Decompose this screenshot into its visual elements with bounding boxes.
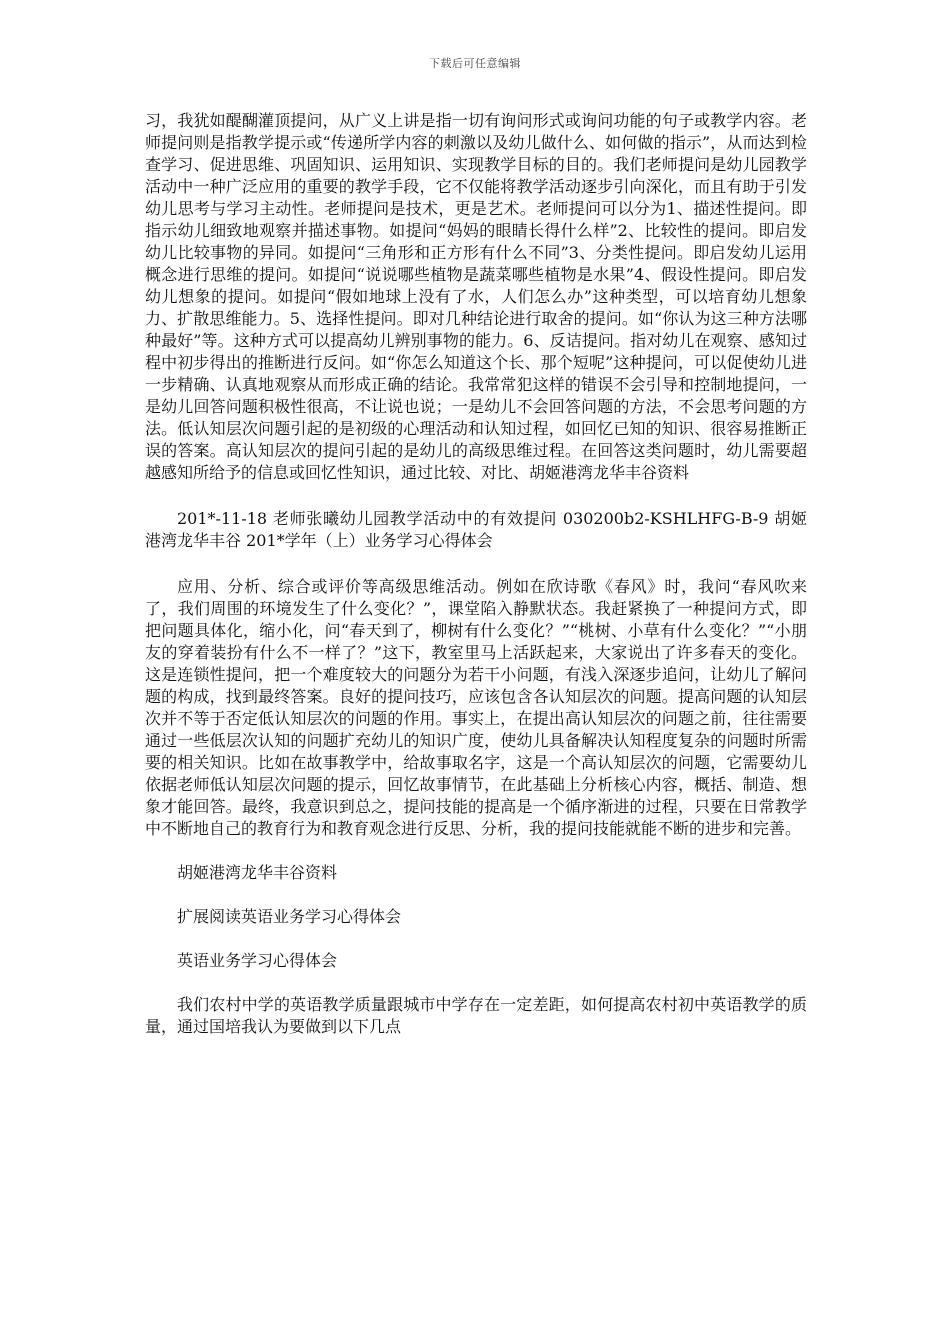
body-paragraph: 应用、分析、综合或评价等高级思维活动。例如在欣诗歌《春风》时，我问“春风吹来了，我们周围的环境发生了什么变化？”，课堂陷入静默状态。我赶紧换了一种提问方式，即把问题具体化，缩小化，问“春天到了，柳树有什么变化？”“桃树、小草有什么变化？”“小朋友的穿着装扮有什么不一样了？”这下，教室里马上活跃起来，大家说出了许多春天的变化。这是连锁性提问，把一个难度较大的问题分为若干小问题，有浅入深逐步追问，让幼儿了解问题的构成，找到最终答案。良好的提问技巧，应该包含各认知层次的问题。提高问题的认知层次并不等于否定低认知层次的问题的作用。事实上，在提出高认知层次的问题之前，往往需要通过一些低层次认知的问题扩充幼儿的知识广度，使幼儿具备解决认知程度复杂的问题时所需要的相关知识。比如在故事教学中，给故事取名字，这是一个高认知层次的问题，它需要幼儿依据老师低认知层次问题的提示，回忆故事情节，在此基础上分析核心内容，概括、制造、想象才能回答。最终，我意识到总之，提问技能的提高是一个循序渐进的过程，只要在日常教学中不断地自己的教育行为和教育观念进行反思、分析，我的提问技能就能不断的进步和完善。 bbox=[145, 577, 807, 838]
section-title: 英语业务学习心得体会 bbox=[177, 951, 338, 970]
body-paragraph: 我们农村中学的英语教学质量跟城市中学存在一定差距，如何提高农村初中英语教学的质量，通过国培我认为要做到以下几点 bbox=[145, 995, 807, 1036]
extended-reading-label: 扩展阅读英语业务学习心得体会 bbox=[177, 907, 402, 926]
page-header-note: 下载后可任意编辑 bbox=[429, 57, 521, 70]
source-note: 胡姬港湾龙华丰谷资料 bbox=[177, 863, 338, 882]
body-paragraph-continued: 习，我犹如醍醐灌顶提问，从广义上讲是指一切有询问形式或询问功能的句子或教学内容。老师提问则是指教学提示或“传递所学内容的刺激以及幼儿做什么、如何做的指示”，从而达到检查学习、促进思维、巩固知识、运用知识、实现教学目标的目的。我们老师提问是幼儿园教学活动中一种广泛应用的重要的教学手段，它不仅能将教学活动逐步引向深化，而且有助于引发幼儿思考与学习主动性。老师提问是技术，更是艺术。老师提问可以分为1、描述性提问。即指示幼儿细致地观察并描述事物。如提问“妈妈的眼睛长得什么样”2、比较性的提问。即启发幼儿比较事物的异同。如提问“三角形和正方形有什么不同”3、分类性提问。即启发幼儿运用概念进行思维的提问。如提问“说说哪些植物是蔬菜哪些植物是水果”4、假设性提问。即启发幼儿想象的提问。如提问“假如地球上没有了水，人们怎么办”这种类型，可以培育幼儿想象力、扩散思维能力。5、选择性提问。即对几种结论进行取舍的提问。如“你认为这三种方法哪种最好”等。这种方式可以提高幼儿辨别事物的能力。6、反诘提问。指对幼儿在观察、感知过程中初步得出的推断进行反问。如“你怎么知道这个长、那个短呢”这种提问，可以促使幼儿进一步精确、认真地观察从而形成正确的结论。我常常犯这样的错误不会引导和控制地提问，一是幼儿回答问题积极性很高，不让说也说；一是幼儿不会回答问题的方法，不会思考问题的方法。低认知层次问题引起的是初级的心理活动和认知过程，如回忆已知的知识、很容易推断正误的答案。高认知层次的提问引起的是幼儿的高级思维过程。在回答这类问题时，幼儿需要超越感知所给予的信息或回忆性知识，通过比较、对比、胡姬港湾龙华丰谷资料 bbox=[145, 111, 807, 482]
article-title-line: 201*-11-18 老师张曦幼儿园教学活动中的有效提问 030200b2-KSHLHFG-B-9 胡姬港湾龙华丰谷 201*学年（上）业务学习心得体会 bbox=[145, 509, 807, 550]
document-body bbox=[145, 110, 807, 1060]
